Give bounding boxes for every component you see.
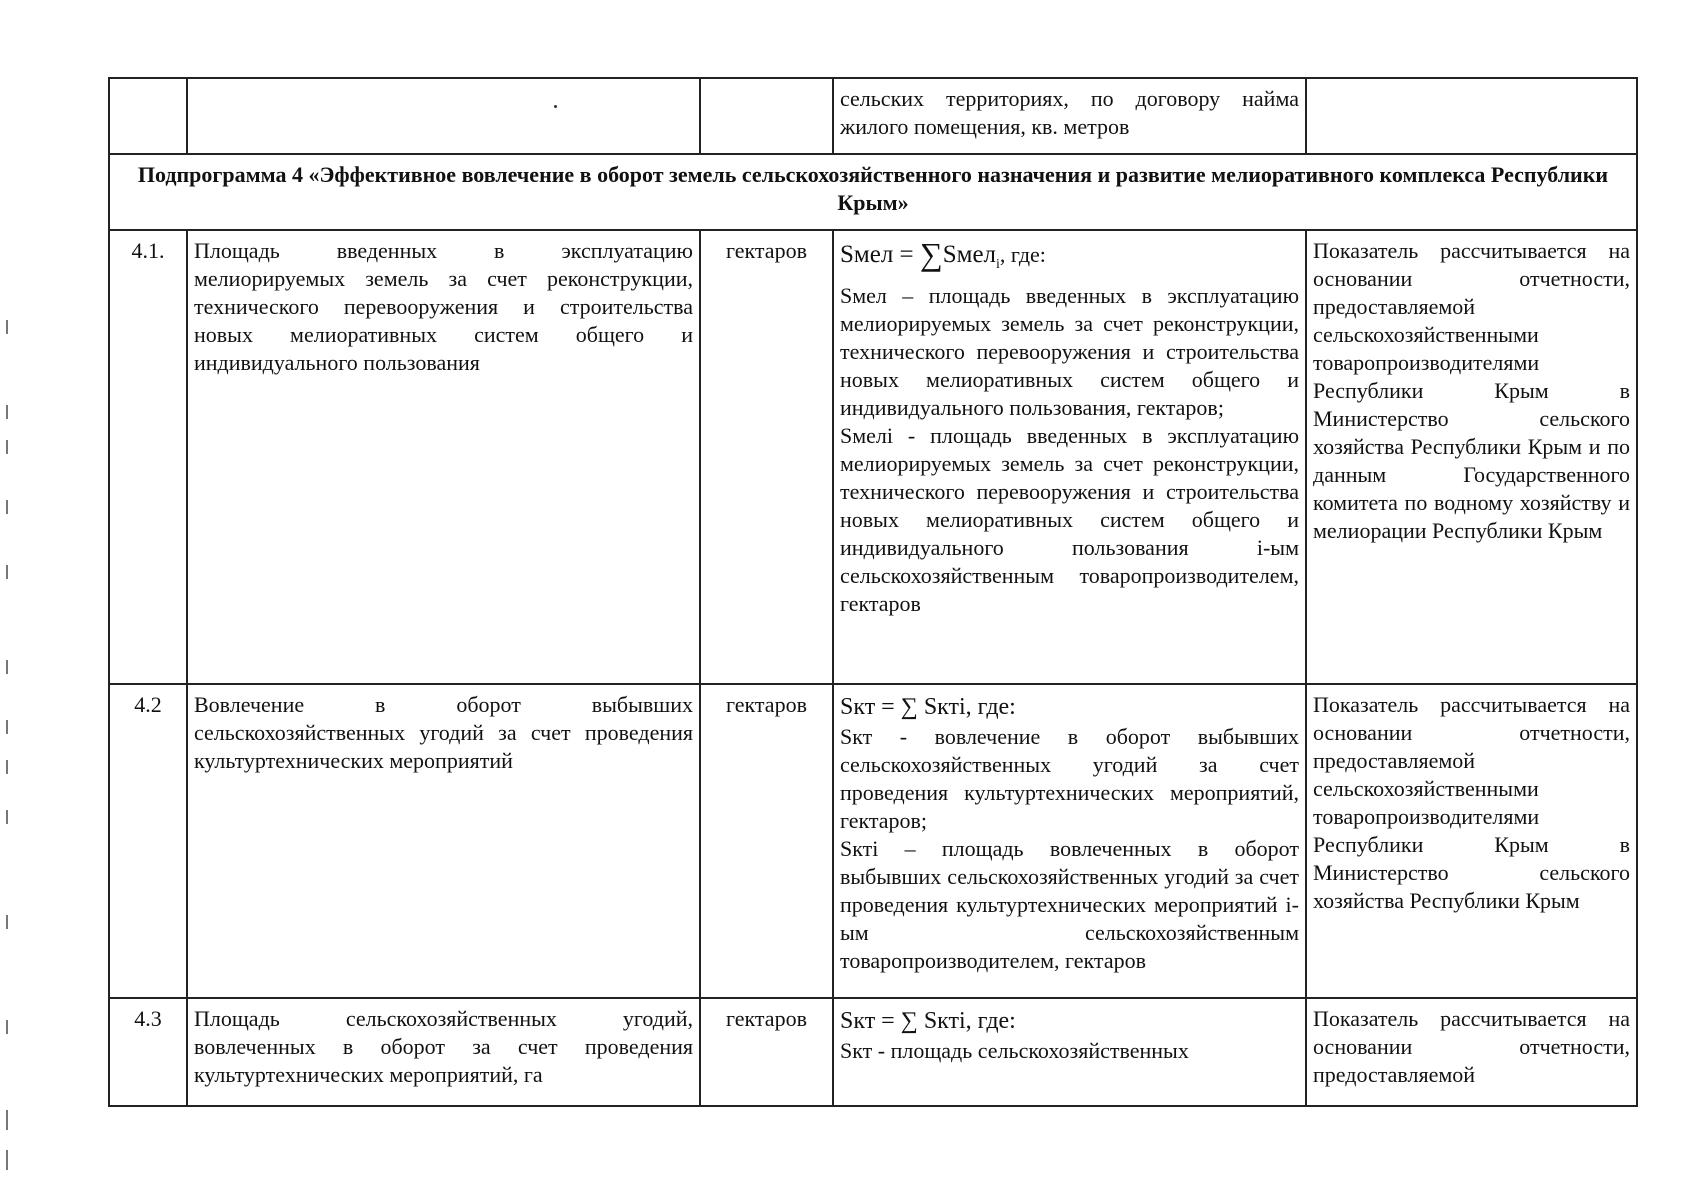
scan-mark xyxy=(6,1110,8,1130)
unit-of-measure: гектаров xyxy=(700,684,833,998)
indicator-name: Площадь сельскохозяйственных угодий, вовлеченных в оборот за счет проведения культуртехнических мероприятий, га xyxy=(187,998,700,1106)
definition-total: Sкт - вовлечение в оборот выбывших сельскохозяйственных угодий за счет проведения культуртехнических мероприятий, гектаров; xyxy=(840,724,1299,833)
table-row xyxy=(109,230,1637,684)
scan-mark xyxy=(6,660,8,674)
cell-num-empty xyxy=(109,78,187,154)
scan-dot xyxy=(554,105,557,108)
row-number: 4.3 xyxy=(109,998,187,1106)
indicator-name: Вовлечение в оборот выбывших сельскохозяйственных угодий за счет проведения культуртехнических мероприятий xyxy=(187,684,700,998)
scan-mark xyxy=(6,320,8,334)
definition-total: Sкт - площадь сельскохозяйственных xyxy=(840,1038,1189,1063)
scan-mark xyxy=(6,915,8,929)
scan-mark xyxy=(6,1150,8,1170)
formula: Sкт = ∑ Sктi, где: xyxy=(840,1008,1016,1034)
calculation-method xyxy=(833,998,1306,1106)
table-row-continuation xyxy=(109,78,1637,154)
scan-mark xyxy=(6,720,8,734)
cell-method-empty xyxy=(1306,78,1637,154)
row-number: 4.1. xyxy=(109,230,187,684)
row-number: 4.2 xyxy=(109,684,187,998)
data-source: Показатель рассчитывается на основании отчетности, предоставляемой xyxy=(1306,998,1637,1106)
indicator-name: Площадь введенных в эксплуатацию мелиорируемых земель за счет реконструкции, технического перевооружения и строительства новых мелиоративных систем общего и индивидуального пользования xyxy=(187,230,700,684)
indicators-table xyxy=(108,77,1638,1107)
cell-unit-empty xyxy=(700,78,833,154)
definition-total: Sмел – площадь введенных в эксплуатацию мелиорируемых земель за счет реконструкции, технического перевооружения и строительства новых мелиоративных систем общего и индивидуального пользования, гектаров; xyxy=(840,283,1299,420)
table-row xyxy=(109,998,1637,1106)
cell-calc-continuation: сельских территориях, по договору найма жилого помещения, кв. метров xyxy=(833,78,1306,154)
data-source: Показатель рассчитывается на основании отчетности, предоставляемой сельскохозяйственными товаропроизводителями Республики Крым в Министерство сельского хозяйства Республики Крым и по данным Государственного комитета по водному хозяйству и мелиорации Республики Крым xyxy=(1306,230,1637,684)
data-source: Показатель рассчитывается на основании отчетности, предоставляемой сельскохозяйственными товаропроизводителями Республики Крым в Министерство сельского хозяйства Республики Крым xyxy=(1306,684,1637,998)
scan-mark xyxy=(6,1020,8,1034)
calculation-method xyxy=(833,230,1306,684)
subprogram-title: Подпрограмма 4 «Эффективное вовлечение в оборот земель сельскохозяйственного назначения и развитие мелиоративного комплекса Республики Крым» xyxy=(109,154,1637,230)
definition-individual: Sктi – площадь вовлеченных в оборот выбывших сельскохозяйственных угодий за счет проведения культуртехнических мероприятий i-ым сельскохозяйственным товаропроизводителем, гектаров xyxy=(840,836,1299,973)
scan-mark xyxy=(6,565,8,579)
cell-name-empty xyxy=(187,78,700,154)
formula-rhs: Sмел xyxy=(942,241,997,268)
scan-mark xyxy=(6,810,8,824)
scan-mark xyxy=(6,440,8,454)
formula-lhs: Sмел xyxy=(840,241,894,268)
formula: Sкт = ∑ Sктi, где: xyxy=(840,694,1016,720)
formula-tail: , где: xyxy=(999,242,1046,267)
unit-of-measure: гектаров xyxy=(700,230,833,684)
scan-mark xyxy=(6,760,8,774)
definition-individual: Sмелi - площадь введенных в эксплуатацию мелиорируемых земель за счет реконструкции, технического перевооружения и строительства новых мелиоративных систем общего и индивидуального пользования i-ым сельскохозяйственным товаропроизводителем, гектаров xyxy=(840,423,1299,616)
unit-of-measure: гектаров xyxy=(700,998,833,1106)
scan-mark xyxy=(6,405,8,419)
subprogram-header-row xyxy=(109,154,1637,230)
formula-subscript: i xyxy=(996,257,1000,272)
sum-icon: ∑ xyxy=(919,236,943,272)
formula-equals: = xyxy=(893,241,920,268)
scan-mark xyxy=(6,500,8,514)
formula xyxy=(840,237,1299,282)
calculation-method xyxy=(833,684,1306,998)
table-row xyxy=(109,684,1637,998)
